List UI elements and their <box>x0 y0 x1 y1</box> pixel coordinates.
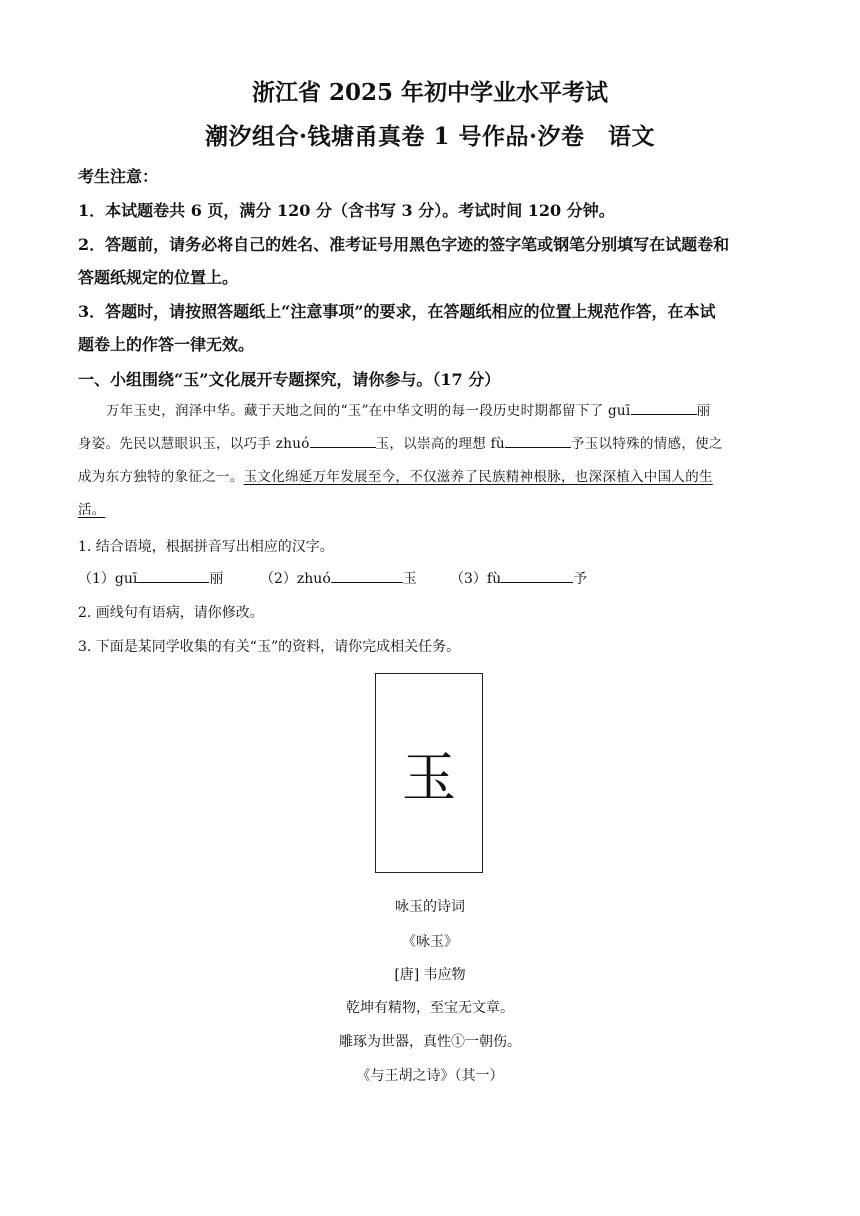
passage-line-2b: 玉，以崇高的理想 fù <box>375 436 505 452</box>
question-2: 2. 画线句有语病，请你修改。 <box>78 605 264 621</box>
answer-item-3 <box>450 568 587 588</box>
passage-line-3a: 成为东方独特的象征之一。 <box>78 469 244 485</box>
notice-item-3a: 3．答题时，请按照答题纸上“注意事项”的要求，在答题纸相应的位置上规范作答，在本试 <box>78 302 716 321</box>
answer-item-2-char: 玉 <box>402 571 417 587</box>
jade-character: 玉 <box>402 745 456 809</box>
notice-item-3b: 题卷上的作答一律无效。 <box>78 335 255 354</box>
poem-author: [唐] 韦应物 <box>394 967 466 983</box>
question-1: 1. 结合语境，根据拼音写出相应的汉字。 <box>78 539 334 555</box>
poem-line-1: 乾坤有精物，至宝无文章。 <box>346 1000 514 1016</box>
underlined-sentence: 玉文化绵延万年发展至今，不仅滋养了民族精神根脉，也深深植入中国人的生 <box>243 469 713 485</box>
next-poem-title: 《与王胡之诗》（其一） <box>356 1068 504 1084</box>
passage-line-2c: 予玉以特殊的情感，使之 <box>570 436 723 452</box>
answer-item-3-label: （3）fù <box>450 571 502 587</box>
notice-item-1: 1．本试题卷共 6 页，满分 120 分（含书写 3 分）。考试时间 120 分钟。 <box>78 201 615 220</box>
answer-item-1 <box>78 568 223 588</box>
answer-blank-2 <box>331 570 403 583</box>
notice-heading: 考生注意： <box>78 167 159 186</box>
passage-line-1a: 万年玉史，润泽中华。藏于天地之间的“玉”在中华文明的每一段历史时期都留下了 guī <box>106 403 631 419</box>
answer-blank-3 <box>501 570 573 583</box>
poem-title: 《咏玉》 <box>402 934 458 950</box>
answer-item-3-char: 予 <box>573 571 588 587</box>
answer-item-2-label: （2）zhuó <box>260 571 331 587</box>
section-heading: 一、小组围绕“玉”文化展开专题探究，请你参与。（17 分） <box>78 370 501 389</box>
answer-item-1-label: （1）guī <box>78 571 138 587</box>
blank-fu <box>505 435 571 448</box>
notice-item-2a: 2．答题前，请务必将自己的姓名、准考证号用黑色字迹的签字笔或钢笔分别填写在试题卷和 <box>78 235 730 254</box>
passage <box>78 395 790 527</box>
underlined-sentence-end: 活。 <box>78 502 106 518</box>
exam-title: 浙江省 2025 年初中学业水平考试 <box>251 79 609 106</box>
blank-zhuo <box>310 435 376 448</box>
notice-item-2b: 答题纸规定的位置上。 <box>78 268 239 287</box>
jade-character-box <box>375 673 483 873</box>
answer-item-2 <box>260 568 417 588</box>
blank-gui <box>631 402 697 415</box>
material-caption: 咏玉的诗词 <box>395 899 465 915</box>
exam-subtitle: 潮汐组合·钱塘甬真卷 1 号作品·汐卷 语文 <box>204 123 656 150</box>
question-3: 3. 下面是某同学收集的有关“玉”的资料，请你完成相关任务。 <box>78 639 461 655</box>
answer-item-1-char: 丽 <box>209 571 224 587</box>
answer-blank-1 <box>137 570 209 583</box>
passage-line-2a: 身姿。先民以慧眼识玉，以巧手 zhuó <box>78 436 310 452</box>
passage-line-1b: 丽 <box>696 403 711 419</box>
poem-line-2: 雕琢为世器，真性①一朝伤。 <box>339 1034 521 1050</box>
